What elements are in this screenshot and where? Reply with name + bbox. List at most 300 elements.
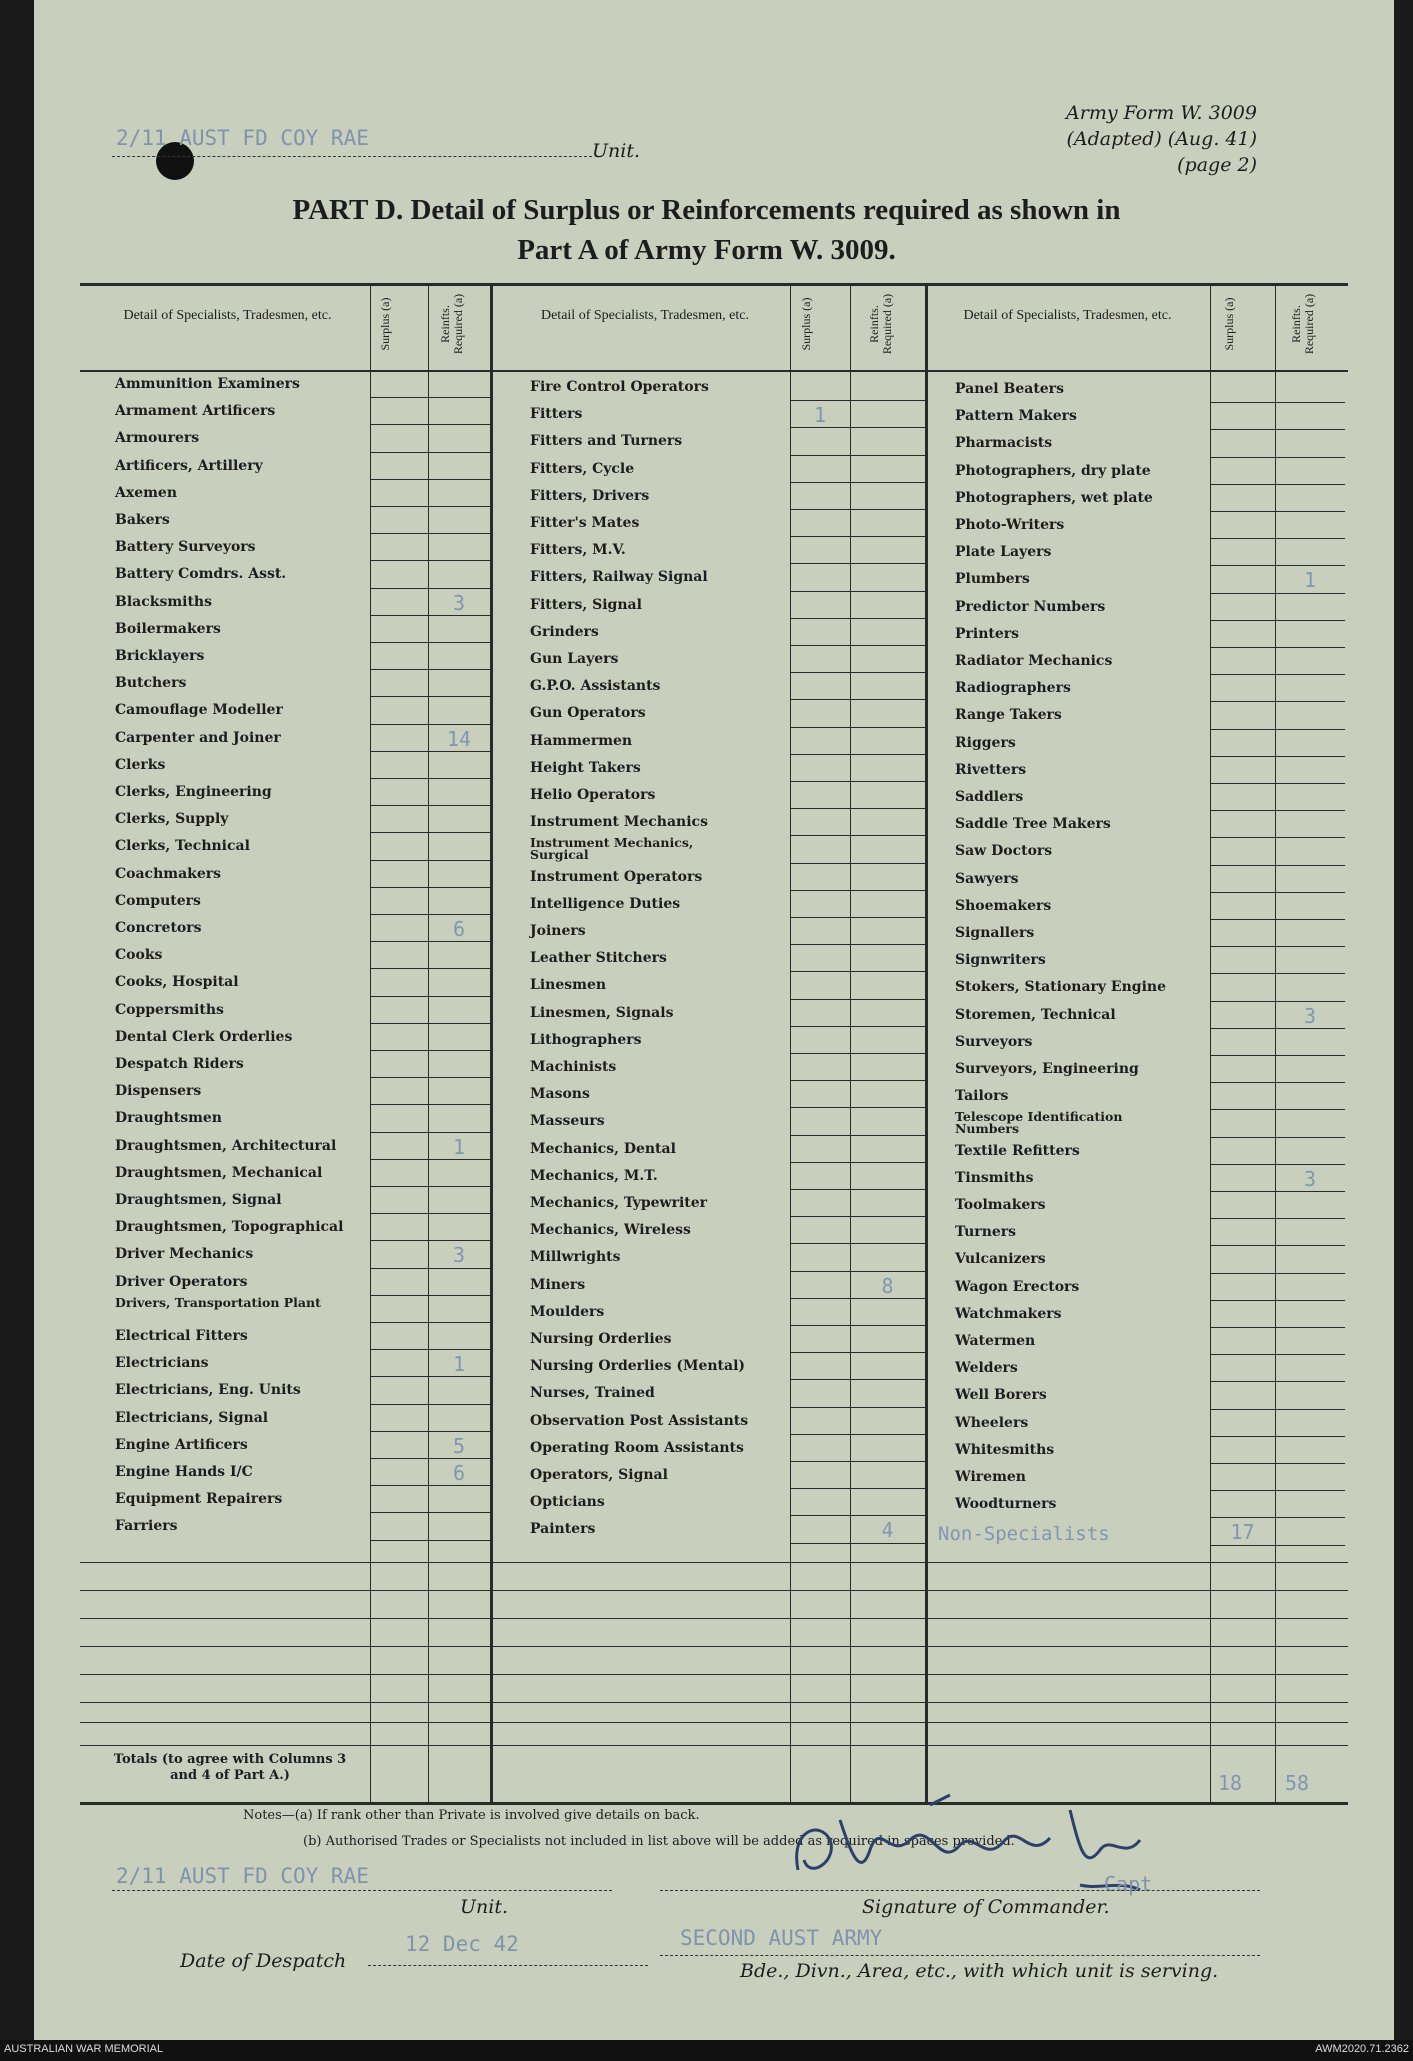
archive-name: AUSTRALIAN WAR MEMORIAL xyxy=(4,2043,164,2055)
form-line-3: (page 2) xyxy=(1177,154,1257,176)
trade-label: Dispensers xyxy=(115,1083,202,1100)
trade-label: Draughtsmen, Mechanical xyxy=(115,1164,323,1181)
trade-label: Telescope Identification Numbers xyxy=(955,1109,1123,1137)
row-line xyxy=(370,560,490,561)
row-line xyxy=(1210,973,1345,974)
row-line xyxy=(370,1213,490,1214)
trade-label: Despatch Riders xyxy=(115,1056,244,1072)
row-line xyxy=(370,1186,490,1187)
row-line xyxy=(790,944,925,945)
trade-label: Surveyors xyxy=(955,1033,1033,1050)
bde-label: Bde., Divn., Area, etc., with which unit is serving. xyxy=(740,1960,1219,1982)
row-line xyxy=(1210,946,1345,947)
row-line xyxy=(370,1240,490,1241)
trade-label: Fitters, Signal xyxy=(530,596,642,613)
date-label: Date of Despatch xyxy=(180,1950,347,1972)
col-divider xyxy=(790,283,791,1802)
footer-unit-label: Unit. xyxy=(460,1896,509,1918)
header-detail: Detail of Specialists, Tradesmen, etc. xyxy=(540,308,750,323)
panel-divider xyxy=(490,283,493,1802)
trade-label: Battery Comdrs. Asst. xyxy=(115,566,287,583)
row-line xyxy=(790,863,925,864)
table-top-border xyxy=(80,283,1348,286)
row-line xyxy=(370,1458,490,1459)
trade-label: Driver Mechanics xyxy=(115,1246,254,1263)
trade-label: Photographers, wet plate xyxy=(955,489,1153,506)
row-line xyxy=(790,1461,925,1462)
row-line xyxy=(1210,429,1345,430)
trade-label: Mechanics, M.T. xyxy=(530,1167,658,1184)
trade-label: Woodturners xyxy=(955,1496,1057,1513)
blank-row-line xyxy=(80,1590,1348,1591)
trade-label: Stokers, Stationary Engine xyxy=(955,979,1166,996)
trade-label: Electricians, Signal xyxy=(115,1409,269,1426)
row-line xyxy=(1210,1300,1345,1301)
row-line xyxy=(790,1216,925,1217)
row-line xyxy=(790,645,925,646)
row-line xyxy=(370,968,490,969)
trade-label: Hammermen xyxy=(530,732,633,749)
row-line xyxy=(790,1162,925,1163)
trade-label: Masseurs xyxy=(530,1113,605,1130)
header-detail: Detail of Specialists, Tradesmen, etc. xyxy=(963,308,1172,323)
date-typed: 12 Dec 42 xyxy=(405,1932,519,1956)
row-line xyxy=(790,808,925,809)
trade-label: Observation Post Assistants xyxy=(530,1412,749,1429)
row-line xyxy=(370,696,490,697)
row-line xyxy=(790,1407,925,1408)
trade-label: Surveyors, Engineering xyxy=(955,1061,1139,1077)
trade-label: Concretors xyxy=(115,920,202,936)
trade-label: Clerks, Supply xyxy=(115,811,229,828)
trade-label: Range Takers xyxy=(955,707,1062,724)
trade-label: Intelligence Duties xyxy=(530,895,681,912)
row-line xyxy=(370,724,490,725)
note-a: Notes—(a) If rank other than Private is involved give details on back. xyxy=(243,1808,700,1823)
row-line xyxy=(1210,484,1345,485)
trade-label: Watermen xyxy=(955,1333,1036,1349)
trade-label: Fitters, Drivers xyxy=(530,487,650,504)
row-line xyxy=(790,699,925,700)
surplus-value: 17 xyxy=(1230,1520,1255,1545)
totals-top-border xyxy=(80,1745,1348,1746)
row-line xyxy=(790,618,925,619)
signature-underline xyxy=(660,1890,1260,1891)
trade-label: Fitter's Mates xyxy=(530,515,640,531)
trade-label: Joiners xyxy=(530,923,586,939)
row-line xyxy=(1210,1436,1345,1437)
trade-label: Mechanics, Dental xyxy=(530,1140,676,1157)
trade-label: Fitters, Railway Signal xyxy=(530,569,708,586)
trade-label: Photographers, dry plate xyxy=(955,462,1151,479)
trade-label: Signallers xyxy=(955,925,1035,941)
trade-label: Engine Hands I/C xyxy=(115,1464,253,1480)
trade-label: Operating Room Assistants xyxy=(530,1439,744,1456)
row-line xyxy=(1210,1517,1345,1518)
row-line xyxy=(790,1243,925,1244)
trade-label: Turners xyxy=(955,1224,1017,1241)
row-line xyxy=(1210,620,1345,621)
col-divider xyxy=(428,283,429,1802)
bde-typed: SECOND AUST ARMY xyxy=(680,1926,883,1950)
trade-label: Draughtsmen, Architectural xyxy=(115,1137,337,1154)
row-line xyxy=(370,642,490,643)
trade-label: Plumbers xyxy=(955,571,1030,588)
row-line xyxy=(1210,1109,1345,1110)
signature-label: Signature of Commander. xyxy=(862,1896,1110,1918)
row-line xyxy=(1210,674,1345,675)
row-line xyxy=(370,860,490,861)
trade-label: Carpenter and Joiner xyxy=(115,729,281,746)
blank-row-line xyxy=(80,1562,1348,1563)
row-line xyxy=(1210,1245,1345,1246)
reinf-value: 1 xyxy=(1303,568,1317,593)
row-line xyxy=(1210,1191,1345,1192)
trade-label: Instrument Mechanics xyxy=(530,814,708,831)
row-line xyxy=(1210,457,1345,458)
trade-label: Printers xyxy=(955,625,1020,642)
row-line xyxy=(790,1352,925,1353)
trade-label: Textile Refitters xyxy=(955,1142,1080,1159)
row-line xyxy=(1210,593,1345,594)
row-line xyxy=(370,452,490,453)
reinf-value: 3 xyxy=(452,1243,466,1268)
trade-label: Tailors xyxy=(955,1088,1009,1105)
trade-label: Panel Beaters xyxy=(955,381,1064,397)
trade-label: Axemen xyxy=(115,484,178,501)
row-line xyxy=(790,455,925,456)
row-line xyxy=(790,427,925,428)
trade-label: Draughtsmen, Signal xyxy=(115,1192,282,1208)
row-line xyxy=(370,1050,490,1051)
row-line xyxy=(1210,1164,1345,1165)
row-line xyxy=(370,1104,490,1105)
row-line xyxy=(1210,1028,1345,1029)
trade-label: Boilermakers xyxy=(115,620,221,637)
row-line xyxy=(370,887,490,888)
row-line xyxy=(790,1026,925,1027)
header-surplus: Surplus (a) xyxy=(799,297,813,351)
reinf-value: 3 xyxy=(1303,1003,1317,1028)
trade-label: Electricians, Eng. Units xyxy=(115,1382,301,1399)
row-line xyxy=(370,533,490,534)
row-line xyxy=(1210,511,1345,512)
trade-label: Engine Artificers xyxy=(115,1436,248,1453)
trade-label: Gun Layers xyxy=(530,651,619,667)
form-page xyxy=(34,0,1394,2040)
row-line xyxy=(790,781,925,782)
reinf-value: 1 xyxy=(452,1134,466,1159)
row-line xyxy=(370,506,490,507)
row-line xyxy=(1210,865,1345,866)
row-line xyxy=(790,1080,925,1081)
reinf-value: 6 xyxy=(452,917,466,941)
trade-label: Signwriters xyxy=(955,952,1046,969)
row-line xyxy=(790,1434,925,1435)
row-line xyxy=(370,996,490,997)
trade-label: Height Takers xyxy=(530,759,641,776)
trade-label: Fitters and Turners xyxy=(530,433,683,450)
trade-label: Lithographers xyxy=(530,1031,642,1048)
row-line xyxy=(790,563,925,564)
row-line xyxy=(790,1271,925,1272)
trade-label: Toolmakers xyxy=(955,1197,1046,1213)
row-line xyxy=(370,397,490,398)
footer-unit-underline xyxy=(112,1890,612,1891)
trade-label: Farriers xyxy=(115,1518,178,1535)
trade-label: Helio Operators xyxy=(530,787,656,803)
row-line xyxy=(1210,1545,1345,1546)
row-line xyxy=(370,1485,490,1486)
blank-row-line xyxy=(80,1702,1348,1703)
row-line xyxy=(370,1540,490,1541)
reinf-value: 4 xyxy=(881,1518,894,1543)
header-reinf: Reinfts. Required (a) xyxy=(1289,293,1316,355)
row-line xyxy=(790,835,925,836)
form-line-1: Army Form W. 3009 xyxy=(1066,102,1257,124)
row-line xyxy=(1210,810,1345,811)
row-line xyxy=(1210,1273,1345,1274)
reinf-value: 6 xyxy=(452,1461,466,1485)
row-line xyxy=(1210,1490,1345,1491)
trade-label: Electrical Fitters xyxy=(115,1328,248,1344)
trade-label: Opticians xyxy=(530,1494,605,1511)
trade-label: G.P.O. Assistants xyxy=(530,678,661,695)
trade-label: Instrument Operators xyxy=(530,868,703,885)
trade-label: Sawyers xyxy=(955,870,1019,887)
trade-label: Plate Layers xyxy=(955,544,1052,561)
trade-label: Clerks, Technical xyxy=(115,838,250,855)
row-line xyxy=(790,482,925,483)
row-line xyxy=(790,1379,925,1380)
col-divider xyxy=(370,283,371,1802)
trade-label: Saw Doctors xyxy=(955,843,1053,860)
reinf-value: 14 xyxy=(446,726,472,751)
row-line xyxy=(1210,647,1345,648)
row-line xyxy=(790,1488,925,1489)
date-underline xyxy=(368,1965,648,1966)
trade-label: Clerks xyxy=(115,756,166,773)
trade-label: Fitters xyxy=(530,406,583,423)
row-line xyxy=(1210,729,1345,730)
row-line xyxy=(370,1159,490,1160)
row-line xyxy=(1210,1082,1345,1083)
row-line xyxy=(790,727,925,728)
row-line xyxy=(1210,919,1345,920)
form-line-2: (Adapted) (Aug. 41) xyxy=(1066,128,1257,150)
trade-label: Saddle Tree Makers xyxy=(955,816,1111,833)
row-line xyxy=(790,400,925,401)
row-line xyxy=(370,1512,490,1513)
totals-label: Totals (to agree with Columns 3 and 4 of Part A.) xyxy=(113,1752,347,1783)
trade-label: Cooks, Hospital xyxy=(115,974,239,991)
trade-label: Non-Specialists xyxy=(938,1523,1110,1546)
row-line xyxy=(1210,1409,1345,1410)
footer-unit-typed: 2/11 AUST FD COY RAE xyxy=(116,1864,369,1888)
trade-label: Battery Surveyors xyxy=(115,539,256,556)
trade-label: Blacksmiths xyxy=(115,593,212,610)
row-line xyxy=(370,1295,490,1296)
trade-label: Draughtsmen xyxy=(115,1110,222,1127)
trade-label: Linesmen xyxy=(530,977,607,994)
trade-label: Pharmacists xyxy=(955,435,1053,452)
row-line xyxy=(370,1077,490,1078)
trade-label: Painters xyxy=(530,1521,596,1538)
row-line xyxy=(790,1515,925,1516)
trade-label: Wheelers xyxy=(955,1414,1029,1431)
row-line xyxy=(790,1298,925,1299)
row-line xyxy=(370,1376,490,1377)
header-detail: Detail of Specialists, Tradesmen, etc. xyxy=(123,308,332,323)
trade-label: Armament Artificers xyxy=(115,403,276,420)
trade-label: Operators, Signal xyxy=(530,1467,668,1483)
row-line xyxy=(1210,1354,1345,1355)
row-line xyxy=(790,1543,925,1544)
row-line xyxy=(370,805,490,806)
trade-label: Coppersmiths xyxy=(115,1001,224,1018)
trade-label: Leather Stitchers xyxy=(530,950,667,967)
total-surplus: 18 xyxy=(1217,1771,1243,1795)
trade-label: Pattern Makers xyxy=(955,408,1077,425)
trade-label: Wagon Erectors xyxy=(955,1278,1080,1295)
trade-label: Nursing Orderlies (Mental) xyxy=(530,1358,746,1375)
row-line xyxy=(370,1322,490,1323)
reinf-value: 3 xyxy=(1303,1166,1317,1191)
trade-label: Radiographers xyxy=(955,680,1071,697)
blank-row-line xyxy=(80,1646,1348,1647)
row-line xyxy=(1210,1463,1345,1464)
reinf-value: 1 xyxy=(452,1352,466,1377)
row-line xyxy=(1210,892,1345,893)
row-line xyxy=(1210,837,1345,838)
trade-label: Linesmen, Signals xyxy=(530,1004,674,1021)
row-line xyxy=(1210,756,1345,757)
trade-label: Riggers xyxy=(955,734,1016,751)
row-line xyxy=(370,914,490,915)
trade-label: Storemen, Technical xyxy=(955,1006,1116,1023)
trade-label: Moulders xyxy=(530,1303,605,1320)
archive-id: AWM2020.71.2362 xyxy=(1315,2043,1409,2055)
total-reinf: 58 xyxy=(1284,1771,1310,1795)
row-line xyxy=(1210,1381,1345,1382)
form-reference xyxy=(1066,100,1257,178)
row-line xyxy=(790,672,925,673)
row-line xyxy=(370,832,490,833)
row-line xyxy=(790,1325,925,1326)
row-line xyxy=(1210,565,1345,566)
trade-label: Clerks, Engineering xyxy=(115,784,272,800)
row-line xyxy=(1210,1137,1345,1138)
row-line xyxy=(790,1135,925,1136)
trade-label: Armourers xyxy=(115,430,200,447)
trade-label: Grinders xyxy=(530,623,599,640)
trade-label: Watchmakers xyxy=(955,1305,1062,1322)
trade-label: Shoemakers xyxy=(955,897,1052,914)
row-line xyxy=(1210,1001,1345,1002)
note-b: (b) Authorised Trades or Specialists not included in list above will be added as required in spaces provided. xyxy=(303,1834,1015,1849)
trade-label: Fitters, Cycle xyxy=(530,460,635,477)
row-line xyxy=(790,509,925,510)
header-reinf: Reinfts. Required (a) xyxy=(866,293,894,355)
trade-label: Masons xyxy=(530,1086,590,1103)
trade-label: Instrument Mechanics, Surgical xyxy=(530,835,694,863)
trade-label: Millwrights xyxy=(530,1249,621,1266)
bde-underline xyxy=(660,1955,1260,1956)
trade-label: Cooks xyxy=(115,947,163,964)
trade-label: Electricians xyxy=(115,1355,209,1372)
row-line xyxy=(1210,538,1345,539)
trade-label: Miners xyxy=(530,1276,586,1293)
row-line xyxy=(790,999,925,1000)
trade-label: Radiator Mechanics xyxy=(955,653,1113,669)
row-line xyxy=(370,751,490,752)
row-line xyxy=(370,1404,490,1405)
trade-label: Drivers, Transportation Plant xyxy=(115,1294,321,1310)
trade-label: Fitters, M.V. xyxy=(530,542,626,559)
row-line xyxy=(1210,1218,1345,1219)
header-bottom-border xyxy=(80,370,1348,372)
row-line xyxy=(370,1349,490,1350)
trade-label: Driver Operators xyxy=(115,1273,248,1290)
row-line xyxy=(790,591,925,592)
header-surplus: Surplus (a) xyxy=(378,297,392,351)
trade-label: Welders xyxy=(955,1360,1018,1377)
trade-label: Coachmakers xyxy=(115,865,222,882)
trade-label: Tinsmiths xyxy=(955,1169,1034,1186)
trade-label: Saddlers xyxy=(955,789,1024,805)
trade-label: Predictor Numbers xyxy=(955,598,1106,615)
row-line xyxy=(790,1189,925,1190)
title-line-1: PART D. Detail of Surplus or Reinforcements required as shown in xyxy=(292,194,1121,226)
row-line xyxy=(790,1107,925,1108)
row-line xyxy=(370,778,490,779)
row-line xyxy=(370,1023,490,1024)
archive-footer xyxy=(0,2040,1413,2061)
row-line xyxy=(790,971,925,972)
blank-row-line xyxy=(80,1618,1348,1619)
trade-label: Mechanics, Wireless xyxy=(530,1222,691,1239)
col-divider xyxy=(850,283,851,1802)
trade-label: Whitesmiths xyxy=(955,1441,1055,1458)
trade-label: Ammunition Examiners xyxy=(115,376,300,392)
row-line xyxy=(370,588,490,589)
row-line xyxy=(370,941,490,942)
trade-label: Wiremen xyxy=(955,1469,1026,1485)
trade-label: Artificers, Artillery xyxy=(115,457,263,474)
row-line xyxy=(1210,1055,1345,1056)
row-line xyxy=(1210,1327,1345,1328)
trade-label: Camouflage Modeller xyxy=(115,702,283,719)
row-line xyxy=(370,479,490,480)
trade-label: Machinists xyxy=(530,1059,617,1075)
trade-label: Bakers xyxy=(115,512,170,528)
row-line xyxy=(370,1431,490,1432)
trade-label: Bricklayers xyxy=(115,648,205,664)
trade-label: Dental Clerk Orderlies xyxy=(115,1028,293,1045)
row-line xyxy=(790,1053,925,1054)
trade-label: Butchers xyxy=(115,675,187,692)
reinf-value: 5 xyxy=(452,1433,466,1458)
trade-label: Rivetters xyxy=(955,761,1027,778)
commander-rank: Capt xyxy=(1104,1872,1153,1896)
trade-label: Draughtsmen, Topographical xyxy=(115,1219,344,1236)
trade-label: Fire Control Operators xyxy=(530,379,709,395)
unit-underline xyxy=(112,156,592,157)
trade-label: Nurses, Trained xyxy=(530,1385,655,1402)
trade-label: Equipment Repairers xyxy=(115,1491,283,1508)
trade-label: Well Borers xyxy=(955,1387,1047,1404)
reinf-value: 8 xyxy=(881,1273,894,1298)
